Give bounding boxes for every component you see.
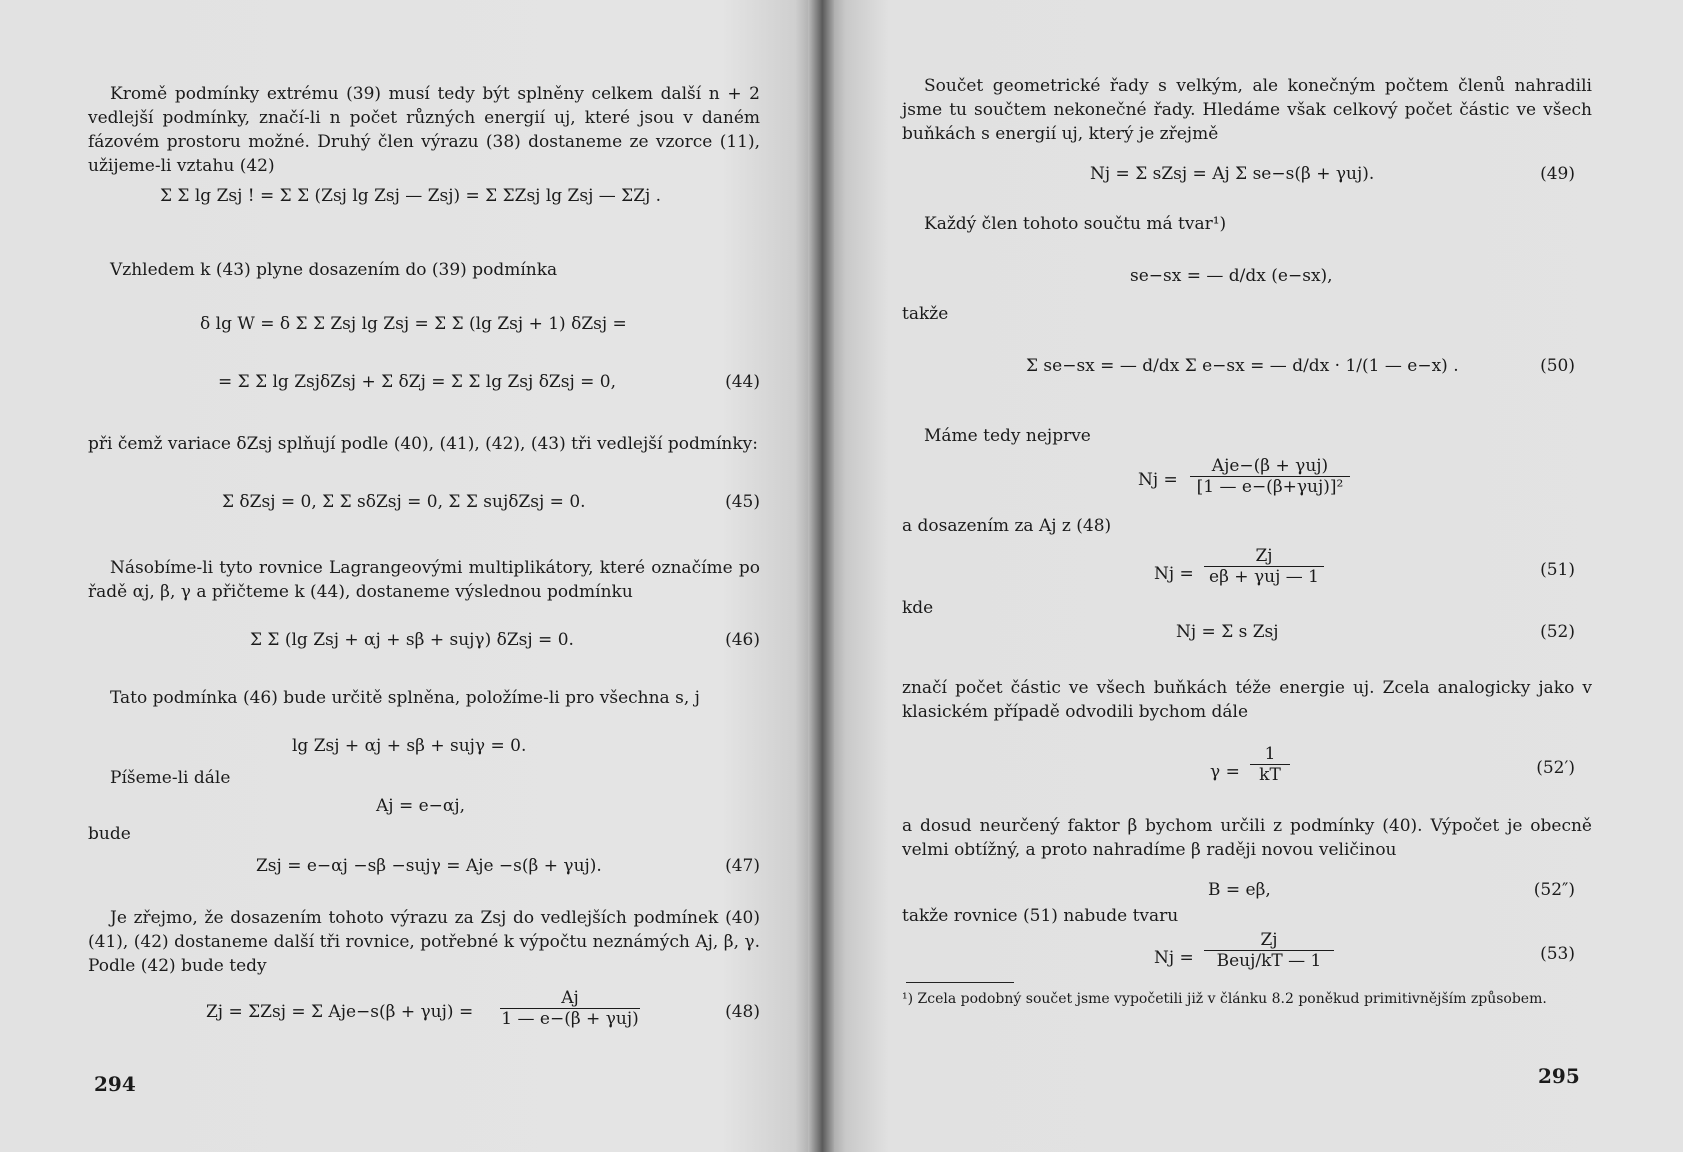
equation-number-52: (52) [1540,622,1575,642]
left-para-2: Vzhledem k (43) plyne dosazením do (39) podmínka [110,260,558,280]
equation-nj-lhs: Nj = [1138,470,1178,490]
right-para-7: značí počet částic ve všech buňkách téže energie uj. Zcela analogicky jako v klasickém případě odvodili bychom dále [902,678,1592,722]
right-page [820,0,1683,1152]
equation-number-53: (53) [1540,944,1575,964]
equation-51-numerator: Zj [1204,546,1324,567]
left-para-6: Píšeme-li dále [110,768,231,788]
footnote-rule [906,982,1014,983]
equation-50: Σ se−sx = — d/dx Σ e−sx = — d/dx · 1/(1 — e−x) . [1026,356,1459,376]
left-para-1: Kromě podmínky extrému (39) musí tedy být splněny celkem další n + 2 vedlejší podmínky, značí-li n počet různých energií uj, které jsou v daném fázovém prostoru možné. Druhý člen výrazu (38) dostaneme ze vzorce (11), užijeme-li vztahu (42) [88,84,760,176]
equation-51-denominator: eβ + γuj — 1 [1209,567,1319,587]
equation-48-numerator: Aj [500,988,640,1009]
left-para-8: Je zřejmo, že dosazením tohoto výrazu za Zsj do vedlejších podmínek (40) (41), (42) dostaneme další tři rovnice, potřebné k výpočtu neznámých Aj, β, γ. Podle (42) bude tedy [88,908,760,976]
equation-52p-lhs: γ = [1210,762,1240,782]
equation-46: Σ Σ (lg Zsj + αj + sβ + sujγ) δZsj = 0. [250,630,574,650]
equation-number-48: (48) [725,1002,760,1022]
equation-nj-fraction [1190,456,1350,497]
equation-52p-numerator: 1 [1250,744,1290,765]
equation-48-fraction [500,988,640,1029]
equation-52: Nj = Σ s Zsj [1176,622,1279,642]
left-para-7: bude [88,824,131,844]
equation-number-45: (45) [725,492,760,512]
left-para-5: Tato podmínka (46) bude určitě splněna, položíme-li pro všechna s, j [110,688,700,708]
equation-number-52-prime: (52′) [1536,758,1575,778]
equation-number-50: (50) [1540,356,1575,376]
equation-53-lhs: Nj = [1154,948,1194,968]
equation-number-46: (46) [725,630,760,650]
equation-53-fraction [1204,930,1334,971]
equation-48-denominator: 1 — e−(β + γuj) [501,1009,639,1029]
equation-47: Zsj = e−αj −sβ −sujγ = Aje −s(β + γuj). [256,856,602,876]
equation-44-line-2: = Σ Σ lg ZsjδZsj + Σ δZj = Σ Σ lg Zsj δZsj = 0, [218,372,617,392]
equation-51-lhs: Nj = [1154,564,1194,584]
right-para-4: Máme tedy nejprve [924,426,1091,446]
footnote: ¹) Zcela podobný součet jsme vypočetili již v článku 8.2 poněkud primitivnějším způsobem. [902,991,1547,1007]
equation-nj-denominator: [1 — e−(β+γuj)]² [1196,477,1344,497]
equation-nj-numerator: Aje−(β + γuj) [1190,456,1350,477]
equation-lg-zsj: lg Zsj + αj + sβ + sujγ = 0. [292,736,527,756]
equation-number-49: (49) [1540,164,1575,184]
equation-number-44: (44) [725,372,760,392]
equation-52pp: B = eβ, [1208,880,1271,900]
left-para-3: při čemž variace δZsj splňují podle (40), (41), (42), (43) tři vedlejší podmínky: [88,434,758,454]
right-para-9: takže rovnice (51) nabude tvaru [902,906,1179,926]
equation-number-51: (51) [1540,560,1575,580]
page-number-left: 294 [94,1072,136,1096]
equation-number-47: (47) [725,856,760,876]
right-para-2: Každý člen tohoto součtu má tvar¹) [924,214,1227,234]
left-page [0,0,820,1152]
page-number-right: 295 [1538,1064,1580,1088]
equation-48-lhs: Zj = ΣZsj = Σ Aje−s(β + γuj) = [206,1002,474,1022]
left-para-4: Násobíme-li tyto rovnice Lagrangeovými multiplikátory, které označíme po řadě αj, β, γ a přičteme k (44), dostaneme výslednou podmínku [88,558,760,602]
equation-53-numerator: Zj [1204,930,1334,951]
equation-derivative: se−sx = — d/dx (e−sx), [1130,266,1333,286]
right-para-6: kde [902,598,934,618]
equation-45: Σ δZsj = 0, Σ Σ sδZsj = 0, Σ Σ sujδZsj = 0. [222,492,586,512]
equation-52p-denominator: kT [1259,765,1281,785]
equation-51-fraction [1204,546,1324,587]
book-gutter [808,0,834,1152]
equation-52p-fraction [1250,744,1290,785]
right-para-5: a dosazením za Aj z (48) [902,516,1112,536]
equation-lg-factorial: Σ Σ lg Zsj ! = Σ Σ (Zsj lg Zsj — Zsj) = Σ ΣZsj lg Zsj — ΣZj . [160,186,662,206]
equation-53-denominator: Beuj/kT — 1 [1216,951,1322,971]
equation-number-52-double-prime: (52″) [1533,880,1575,900]
equation-49: Nj = Σ sZsj = Aj Σ se−s(β + γuj). [1090,164,1375,184]
right-para-8: a dosud neurčený faktor β bychom určili z podmínky (40). Výpočet je obecně velmi obtížný, a proto nahradíme β raději novou veličinou [902,816,1592,860]
right-para-3: takže [902,304,949,324]
right-para-1: Součet geometrické řady s velkým, ale konečným počtem členů nahradili jsme tu součtem nekonečné řady. Hledáme však celkový počet částic ve všech buňkách s energií uj, který je zřejmě [902,76,1592,144]
equation-44-line-1: δ lg W = δ Σ Σ Zsj lg Zsj = Σ Σ (lg Zsj + 1) δZsj = [200,314,627,334]
equation-aj: Aj = e−αj, [376,796,466,816]
